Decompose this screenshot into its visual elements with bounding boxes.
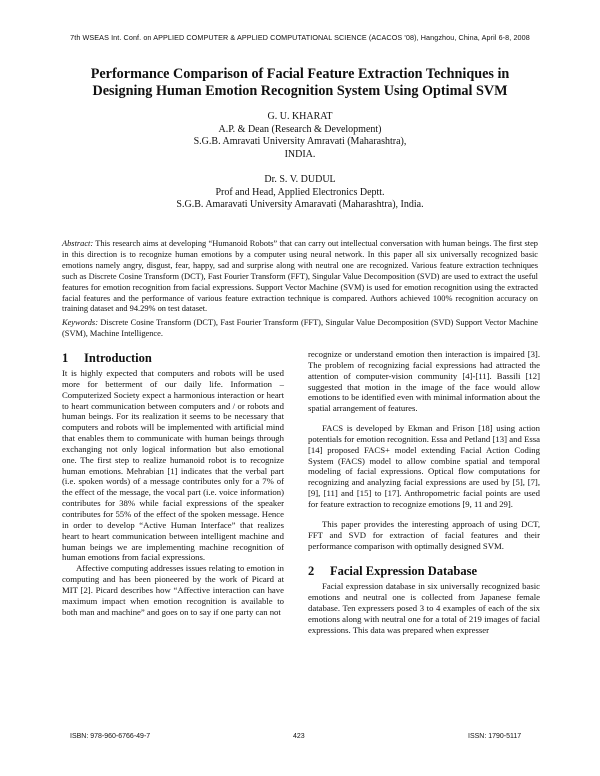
right-column: [308, 347, 540, 636]
section-heading: [308, 563, 540, 579]
keywords-label: Keywords:: [62, 318, 98, 327]
keywords: [62, 318, 538, 340]
paragraph: This paper provides the interesting approach of using DCT, FFT and SVD for extraction of facial features and their performance comparison with optimally designed SVM.: [308, 518, 540, 551]
paragraph: recognize or understand emotion then interaction is impaired [3]. The problem of recognizing facial expressions had attracted the attention of computer-vision community [4]-[11]. Bassili [12] suggested that motion in the image of the face would allow emotions to be identified even with minimal information about the spatial arrangement of features.: [308, 349, 540, 414]
paragraph: Facial expression database in six universally recognized basic emotions and neutral one is collected from Japanese female database. Ten expressers posed 3 to 4 examples of each of the six emotions along with neutral one for a total of 219 images of facial expressions. This data was prepared when expresser: [308, 581, 540, 635]
section-number: 2: [308, 564, 315, 579]
author-name: G. U. KHARAT: [267, 111, 333, 122]
author-role: Prof and Head, Applied Electronics Deptt.: [215, 186, 385, 198]
section-title: Facial Expression Database: [330, 564, 477, 579]
conference-header: 7th WSEAS Int. Conf. on APPLIED COMPUTER & APPLIED COMPUTATIONAL SCIENCE (ACACOS '08), Hangzhou, China, April 6-8, 2008: [70, 33, 530, 42]
author-block-2: [40, 174, 560, 212]
paragraph: Affective computing addresses issues relating to emotion in computing and has been pioneered by the work of Picard at MIT [2]. Picard describes how “Affective interaction can have maximum impact when emotion recognition is available to both man and machine” and goes on to say if one party can not: [62, 563, 284, 617]
author-org: S.G.B. Amravati University Amravati (Maharashtra),: [193, 136, 407, 148]
author-name: Dr. S. V. DUDUL: [264, 174, 336, 185]
section-number: 1: [62, 351, 69, 365]
paragraph: It is highly expected that computers and robots will be used more for betterment of our daily life. Information – Computerized Society expect a harmonious interaction or heart to heart communication between computers and / or robots and human beings. For its realization it seems to be necessary that computers and robots will be implemented with artificial mind that enables them to communicate with human beings through exchanging not only logical information but also emotional one. The first step to realize humanoid robot is to recognize human emotions. Mehrabian [1] indicates that the verbal part (i.e. spoken words) of a message contributes only for a 7% of the effect of the message, the vocal part (i.e. voice information) contributes for 38% while facial expressions of the speaker contributes for 55% of the effect of the spoken message. Hence in order to develop “Active Human Interface” that realizes heart to heart communication between intelligent machine and human beings we are implementing machine recognition of human emotions from facial expressions.: [62, 368, 284, 563]
abstract-text: This research aims at developing “Humanoid Robots” that can carry out intellectual conversation with human beings. The first step in this direction is to recognize human emotions by a computer using neural network. In this paper all six universally recognized basic emotions namely angry, disgust, fear, happy, sad and surprise along with neutral one are recognized. Various feature extraction techniques such as Discrete Cosine Transform (DCT), Fast Fourier Transform (FFT), Singular Value Decomposition (SVD) are used to extract the useful features for emotion recognition from facial expressions. Support Vector Machine (SVM) is used for emotion recognition using the extracted facial features and the performance of various feature extraction technique is compared. Authors achieved 100% recognition accuracy on training dataset and 94.29% on test dataset.: [62, 239, 538, 314]
left-column: [62, 347, 284, 617]
title-line-2: Designing Human Emotion Recognition System Using Optimal SVM: [92, 83, 508, 99]
keywords-text: Discrete Cosine Transform (DCT), Fast Fourier Transform (FFT), Singular Value Decomposition (SVD) Support Vector Machine (SVM), Machine Intelligence.: [62, 318, 538, 338]
footer-isbn: ISBN: 978-960-6766-49-7: [70, 733, 151, 740]
title-line-1: Performance Comparison of Facial Feature Extraction Techniques in: [90, 66, 510, 82]
page-number: 423: [293, 733, 305, 740]
section-title: Introduction: [84, 351, 152, 365]
abstract: [62, 239, 538, 315]
author-country: INDIA.: [284, 148, 316, 160]
author-block-1: [40, 111, 560, 161]
paper-title: [40, 66, 560, 100]
paragraph: FACS is developed by Ekman and Frison [18] using action potentials for emotion recognition. Essa and Petland [13] and Essa [14] proposed FACS+ model extending Facial Action Coding System (FACS) model to allow combine spatial and temporal modeling of facial expressions. Optical flow computations for recognizing and analyzing facial expressions are used by [5], [7], [9], [11] and [15] to [17]. Anthropometric facial points are used for feature extraction to recognize emotions [9, 11 and 29].: [308, 423, 540, 509]
author-org: S.G.B. Amaravati University Amaravati (Maharashtra), India.: [176, 199, 424, 211]
footer-issn: ISSN: 1790-5117: [468, 733, 522, 740]
abstract-label: Abstract:: [62, 239, 94, 248]
section-heading: [62, 350, 284, 366]
author-role: A.P. & Dean (Research & Development): [218, 123, 382, 135]
